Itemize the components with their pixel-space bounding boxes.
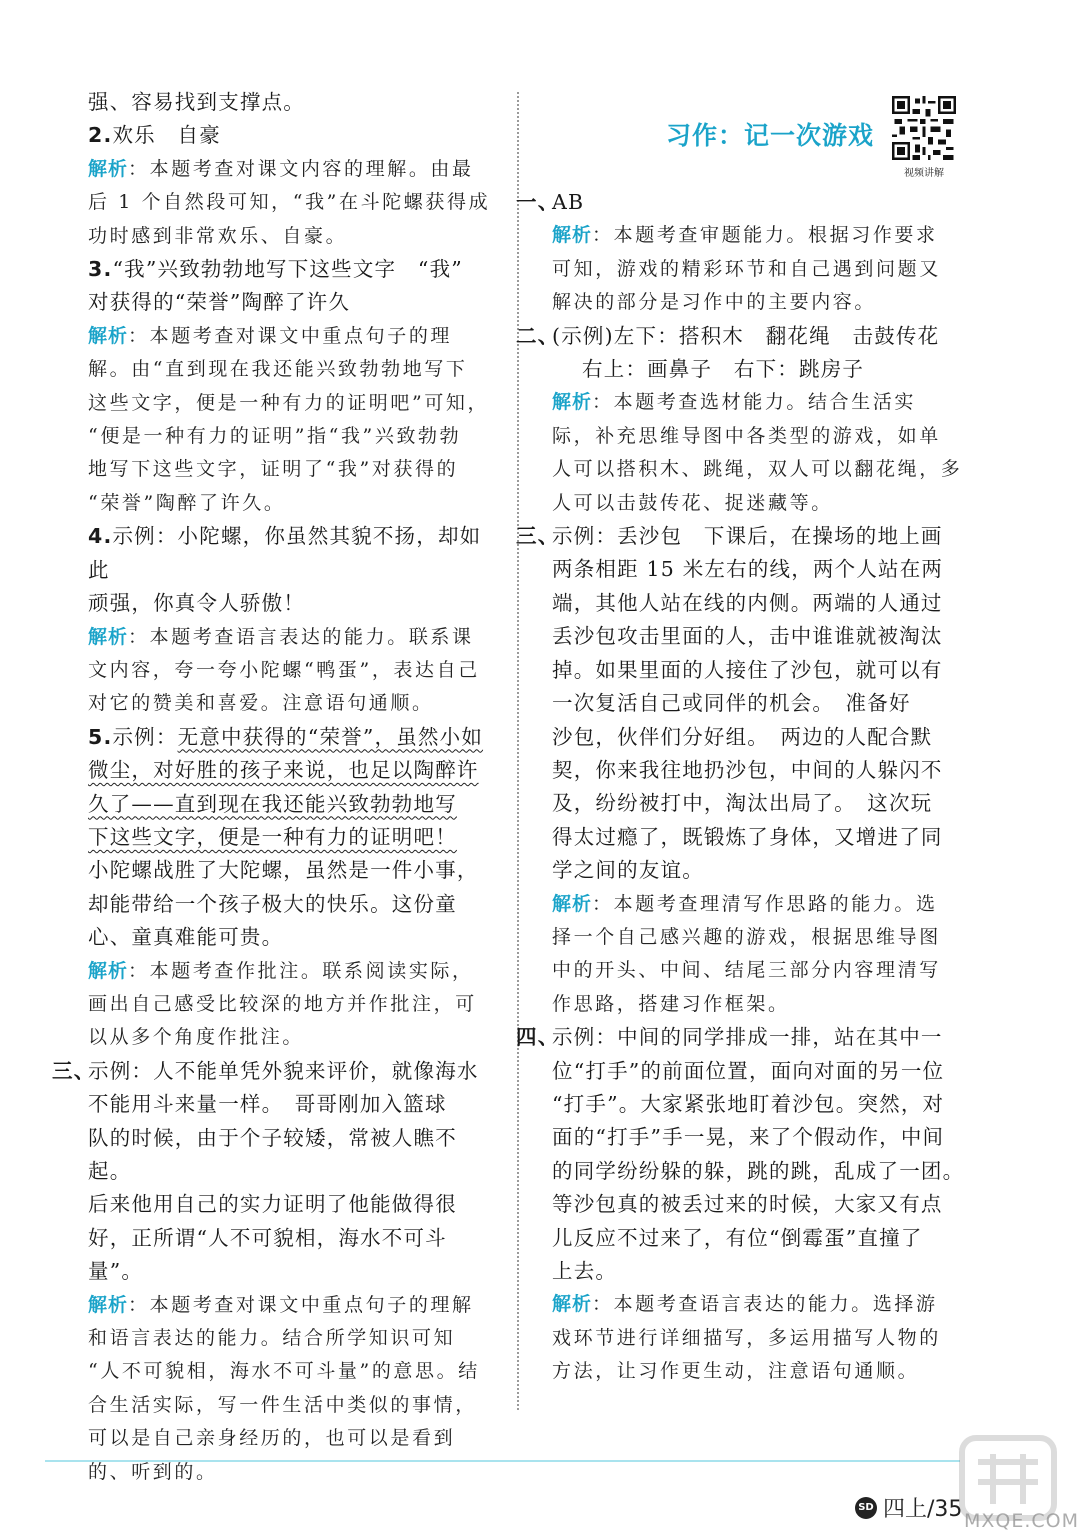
analysis-tag: 解析 [552, 391, 593, 414]
section-3 [516, 520, 986, 553]
analysis-text: ：本题考查语言表达的能力。联系课 [128, 625, 474, 648]
analysis-line [88, 1289, 498, 1322]
section-1 [516, 186, 986, 219]
analysis-line: 解。由“直到现在我还能兴致勃勃地写下 [88, 358, 468, 381]
section-3 [52, 1055, 498, 1088]
analysis-line: 可以是自己亲身经历的，也可以是看到 [88, 1427, 456, 1450]
section-4 [516, 1021, 986, 1054]
analysis-line: “便是一种有力的证明”指“我”兴致勃勃 [88, 425, 462, 448]
analysis-line: “人不可貌相，海水不可斗量”的意思。结 [88, 1360, 480, 1383]
answer-line: 不能用斗来量一样。 哥哥刚加入篮球 [88, 1092, 447, 1117]
section-label: 一、 [516, 190, 560, 214]
answer-line [88, 788, 498, 821]
answer-line: 位“打手”的前面位置，面向对面的另一位 [552, 1058, 945, 1083]
answer-line: 一次复活自己或同伴的机会。 准备好 [552, 691, 911, 716]
answer-line: 等沙包真的被丢过来的时候，大家又有点 [552, 1192, 943, 1217]
analysis-tag: 解析 [88, 324, 129, 347]
analysis-line: 戏环节进行详细描写，多运用描写人物的 [552, 1326, 941, 1349]
section-title: 习作：记一次游戏 [666, 121, 875, 150]
footer-rule [45, 1460, 960, 1462]
analysis-line: 中的开头、中间、结尾三部分内容理清写 [552, 959, 941, 982]
answer-text: “我”兴致勃勃地写下这些文字 “我” [112, 257, 463, 282]
question-3 [88, 253, 498, 286]
analysis-text: ：本题考查作批注。联系阅读实际， [128, 959, 474, 982]
analysis-line: 人可以搭积木、跳绳，双人可以翻花绳，多 [552, 458, 963, 481]
right-column [516, 186, 986, 1389]
analysis-line [88, 621, 498, 654]
section-label: 四、 [516, 1025, 560, 1050]
answer-line: 队的时候，由于个子较矮，常被人瞧不起。 [88, 1125, 457, 1183]
answer-text: 示例：丢沙包 下课后，在操场的地上画 [552, 524, 943, 549]
answer-line: 心、童真难能可贵。 [88, 925, 284, 950]
analysis-tag: 解析 [88, 959, 129, 982]
analysis-line [88, 153, 498, 186]
answer-line: 端，其他人站在线的内侧。两端的人通过 [552, 590, 943, 615]
answer-line: 小陀螺战胜了大陀螺，虽然是一件小事， [88, 858, 479, 883]
text-line: 强、容易找到支撑点。 [88, 90, 305, 114]
analysis-line: 可知，游戏的精彩环节和自己遇到问题又 [552, 257, 941, 280]
section-label: 三、 [52, 1058, 96, 1083]
question-4 [88, 520, 498, 587]
question-number: 2. [88, 123, 113, 148]
analysis-line: 择一个自己感兴趣的游戏，根据思维导图 [552, 925, 941, 948]
answer-line: 面的“打手”手一晃，来了个假动作，中间 [552, 1125, 945, 1150]
analysis-line [552, 386, 986, 419]
question-2 [88, 119, 498, 152]
analysis-line: 解决的部分是习作中的主要内容。 [552, 291, 877, 314]
answer-line: 沙包，伙伴们分好组。 两边的人配合默 [552, 724, 933, 749]
page-footer [855, 1492, 962, 1523]
analysis-line [88, 955, 498, 988]
analysis-line: 以从多个角度作批注。 [88, 1026, 305, 1049]
answer-line: 得太过瘾了，既锻炼了身体，又增进了同 [552, 824, 943, 849]
analysis-line: 方法，让习作更生动，注意语句通顺。 [552, 1360, 920, 1383]
question-5 [88, 721, 498, 754]
answer-line: 后来他用自己的实力证明了他能做得很 [88, 1192, 457, 1217]
answer-prefix: 示例： [112, 724, 178, 749]
analysis-line: 文内容，夸一夸小陀螺“鸭蛋”，表达自己 [88, 658, 480, 681]
analysis-text: ：本题考查选材能力。结合生活实 [592, 391, 917, 414]
analysis-text: ：本题考查对课文内容的理解。由最 [128, 157, 474, 180]
analysis-tag: 解析 [552, 1293, 593, 1316]
answer-line: 好，正所谓“人不可貌相，海水不可斗量”。 [88, 1225, 447, 1284]
answer-line: “打手”。大家紧张地盯着沙包。突然，对 [552, 1091, 945, 1116]
answer-text: AB [552, 190, 585, 214]
section-label: 三、 [516, 524, 560, 549]
answer-line [88, 754, 498, 787]
answer-line: 顽强，你真令人骄傲！ [88, 591, 305, 616]
analysis-line: 的、听到的。 [88, 1460, 218, 1483]
qr-code-icon[interactable] [892, 96, 956, 160]
analysis-text: ：本题考查审题能力。根据习作要求 [592, 224, 938, 247]
answer-line: 契，你来我往地扔沙包，中间的人躲闪不 [552, 757, 943, 782]
analysis-line [88, 320, 498, 353]
section-label: 二、 [516, 323, 560, 348]
answer-text: 示例：人不能单凭外貌来评价，就像海水 [88, 1058, 479, 1083]
column-divider [517, 92, 519, 1410]
analysis-line [552, 219, 986, 252]
answer-line: 对获得的“荣誉”陶醉了许久 [88, 290, 351, 315]
analysis-text: ：本题考查对课文中重点句子的理 [128, 324, 453, 347]
analysis-line: “荣誉”陶醉了许久。 [88, 491, 286, 514]
answer-text: (示例)左下：搭积木 翻花绳 击鼓传花 [552, 323, 940, 348]
qr-label: 视频讲解 [904, 168, 944, 179]
page-number: 四上/35 [883, 1497, 963, 1522]
watermark-text: MXQE.COM [964, 1510, 1079, 1532]
analysis-tag: 解析 [88, 157, 129, 180]
analysis-tag: 解析 [88, 625, 129, 648]
answer-line: 及，纷纷被打中，淘汰出局了。 这次玩 [552, 791, 933, 816]
answer-line: 学之间的友谊。 [552, 858, 704, 883]
underlined-quote: 下这些文字，便是一种有力的证明吧！ [88, 824, 457, 849]
left-column [52, 86, 498, 1489]
analysis-line: 作思路，搭建习作框架。 [552, 992, 790, 1015]
analysis-line [552, 888, 986, 921]
analysis-line: 后 1 个自然段可知，“我”在斗陀螺获得成 [88, 191, 491, 214]
analysis-tag: 解析 [88, 1293, 129, 1316]
answer-line: 上去。 [552, 1259, 618, 1283]
section-2 [516, 320, 986, 353]
analysis-text: ：本题考查理清写作思路的能力。选 [592, 892, 938, 915]
answer-text: 示例：中间的同学排成一排，站在其中一 [552, 1025, 943, 1050]
answer-line: 掉。如果里面的人接住了沙包，就可以有 [552, 657, 943, 682]
sd-badge-icon: SD [855, 1497, 877, 1519]
underlined-quote: 久了——直到现在我还能兴致勃勃地写 [88, 791, 457, 816]
answer-line: 却能带给一个孩子极大的快乐。这份童 [88, 891, 457, 916]
question-number: 3. [88, 257, 113, 282]
answer-line: 两条相距 15 米左右的线，两个人站在两 [552, 557, 944, 582]
analysis-line: 画出自己感受比较深的地方并作批注，可 [88, 992, 477, 1015]
answer-text: 示例：小陀螺，你虽然其貌不扬，却如此 [88, 524, 482, 582]
analysis-line: 这些文字，便是一种有力的证明吧”可知， [88, 391, 490, 414]
analysis-line: 对它的赞美和喜爱。注意语句通顺。 [88, 692, 434, 715]
analysis-line: 和语言表达的能力。结合所学知识可知 [88, 1327, 456, 1350]
analysis-line: 地写下这些文字，证明了“我”对获得的 [88, 458, 459, 481]
answer-line [88, 821, 498, 854]
answer-line: 儿反应不过来了，有位“倒霉蛋”直撞了 [552, 1225, 923, 1250]
analysis-text: ：本题考查语言表达的能力。选择游 [592, 1293, 938, 1316]
answer-line: 右上：画鼻子 右下：跳房子 [582, 357, 865, 382]
analysis-line: 合生活实际，写一件生活中类似的事情， [88, 1393, 477, 1416]
question-number: 4. [88, 524, 113, 549]
underlined-quote: 无意中获得的“荣誉”，虽然小如 [177, 724, 484, 749]
analysis-tag: 解析 [552, 224, 593, 247]
answer-line: 的同学纷纷躲的躲，跳的跳，乱成了一团。 [552, 1158, 965, 1183]
analysis-line: 功时感到非常欢乐、自豪。 [88, 224, 348, 247]
analysis-line: 人可以击鼓传花、捉迷藏等。 [552, 491, 833, 514]
underlined-quote: 微尘，对好胜的孩子来说，也足以陶醉许 [88, 758, 479, 783]
analysis-line [552, 1288, 986, 1321]
analysis-tag: 解析 [552, 892, 593, 915]
answer-line: 丢沙包攻击里面的人，击中谁谁就被淘汰 [552, 624, 943, 649]
answer-text: 欢乐 自豪 [112, 123, 221, 148]
analysis-text: ：本题考查对课文中重点句子的理解 [128, 1293, 474, 1316]
question-number: 5. [88, 724, 113, 749]
analysis-line: 际，补充思维导图中各类型的游戏，如单 [552, 424, 941, 447]
